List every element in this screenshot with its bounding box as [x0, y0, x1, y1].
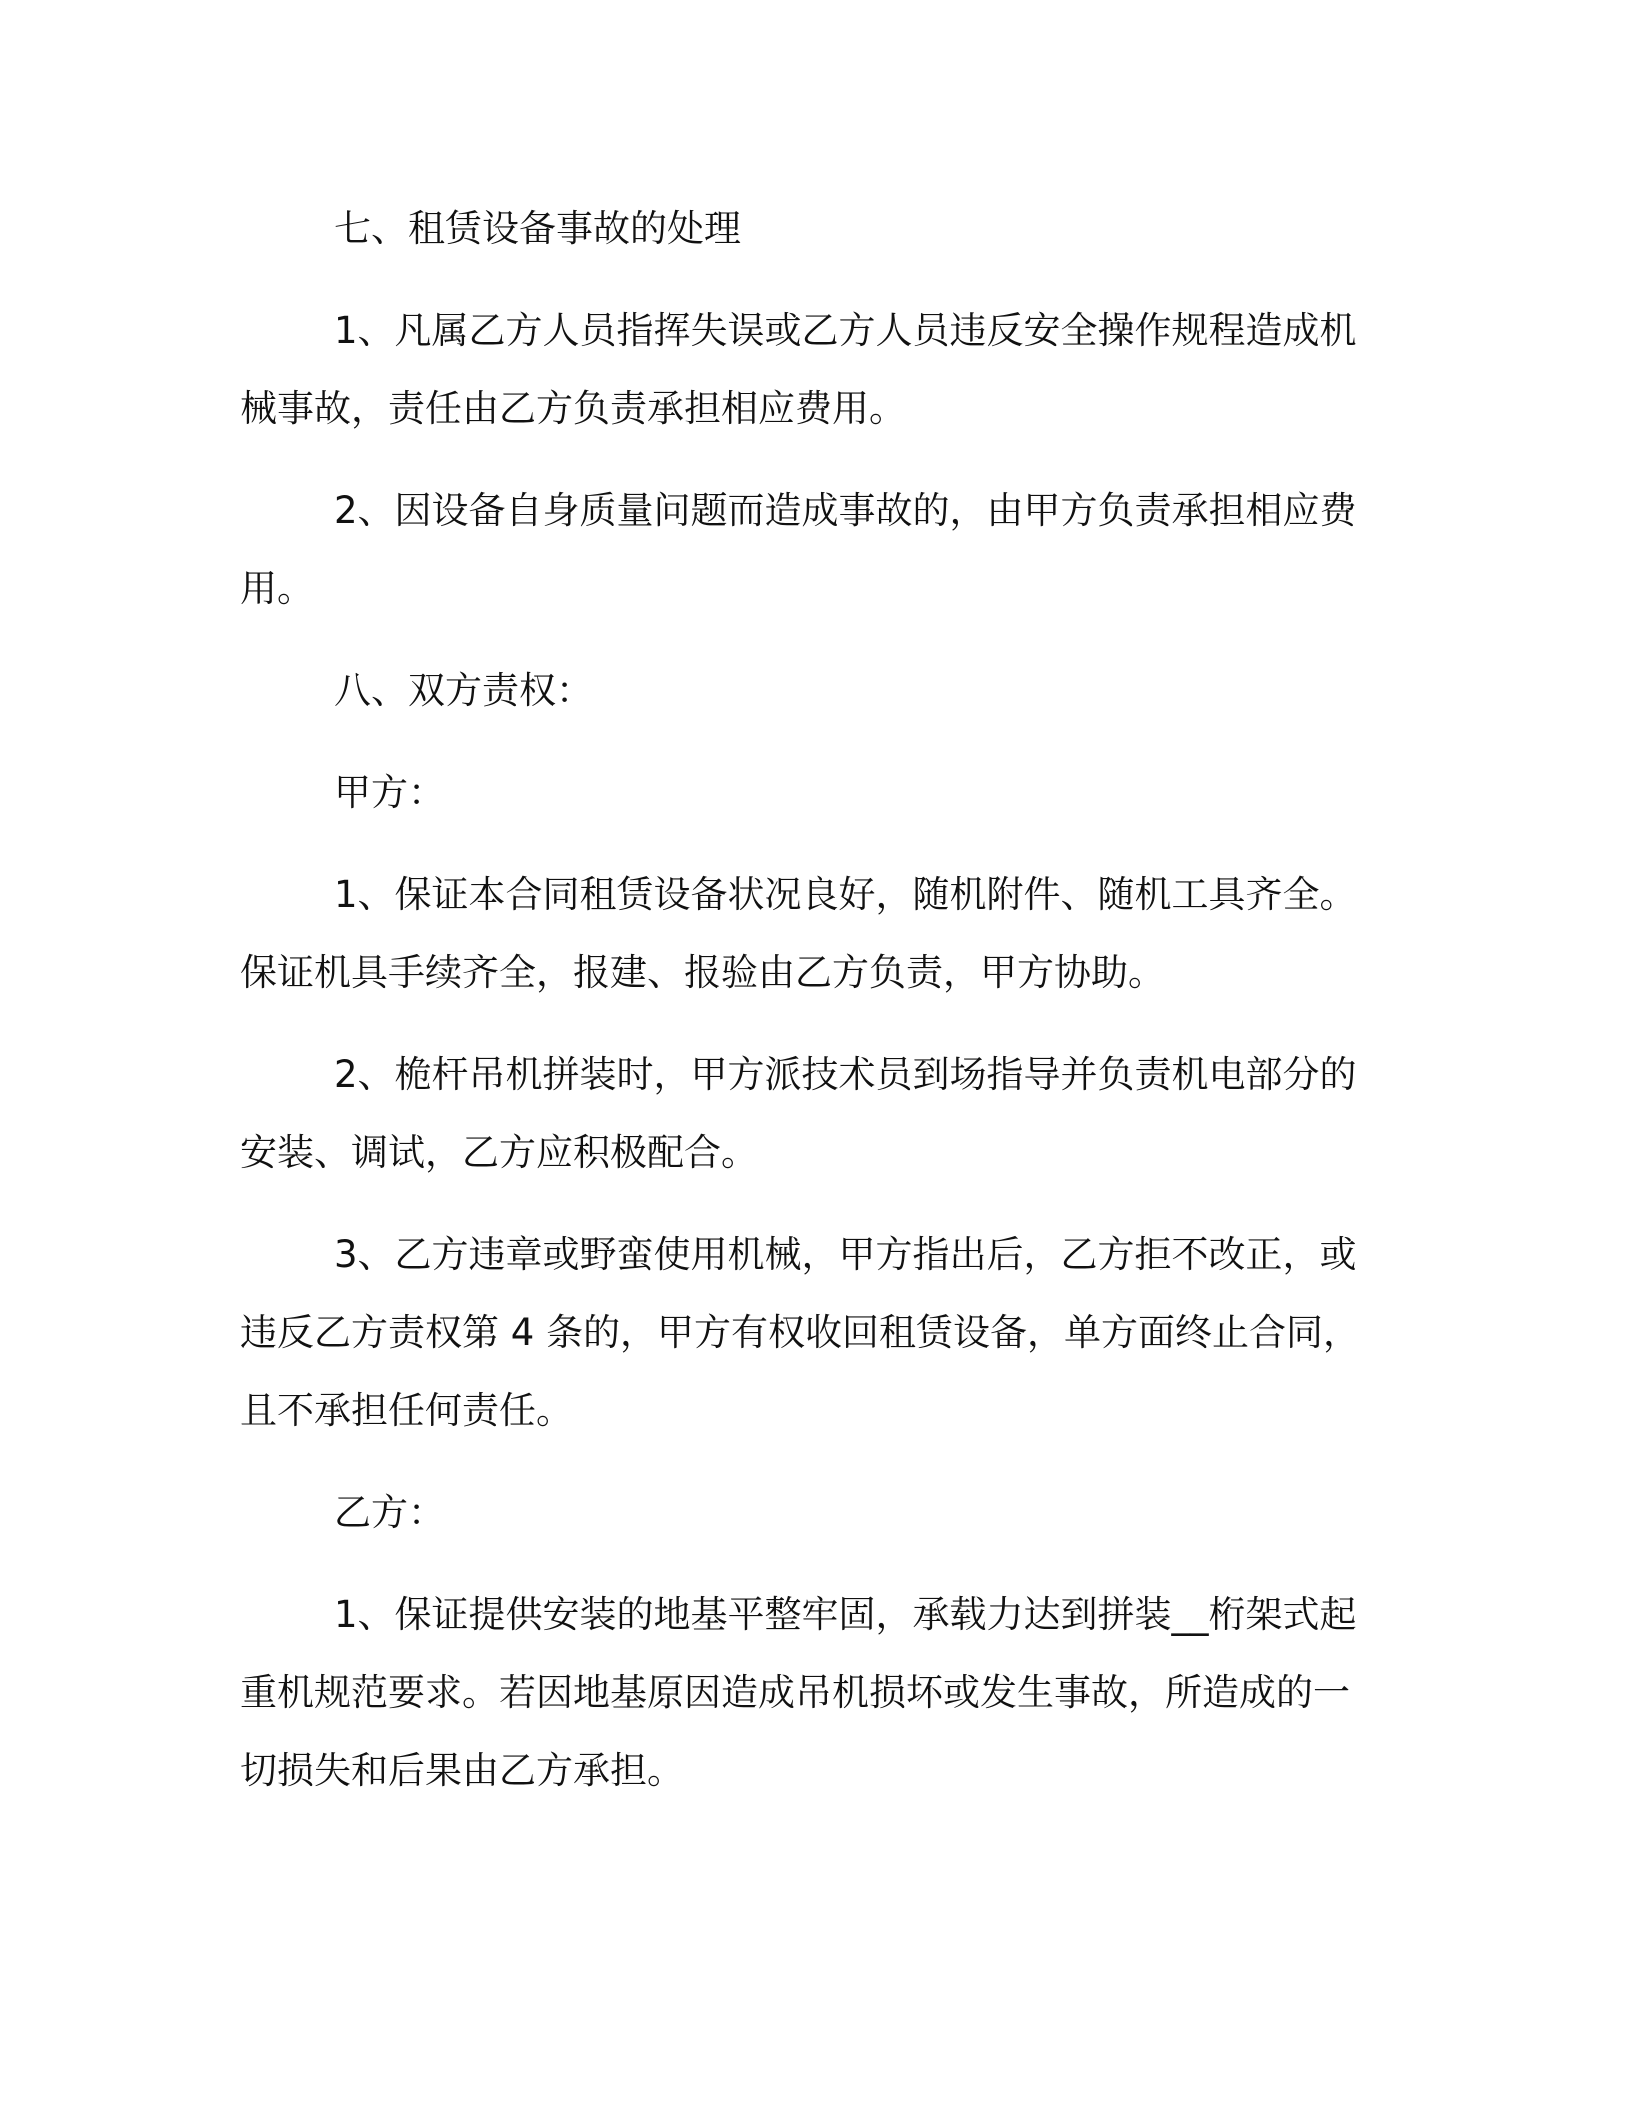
clause-2-equipment-quality: 2、因设备自身质量问题而造成事故的，由甲方负责承担相应费用。 — [240, 489, 1357, 610]
party-a-clause-1: 1、保证本合同租赁设备状况良好，随机附件、随机工具齐全。保证机具手续齐全，报建、报验由乙方负责，甲方协助。 — [240, 873, 1357, 994]
party-b-clause-1: 1、保证提供安装的地基平整牢固，承载力达到拼装__桁架式起重机规范要求。若因地基原因造成吊机损坏或发生事故，所造成的一切损失和后果由乙方承担。 — [240, 1593, 1357, 1792]
party-a-clause-3: 3、乙方违章或野蛮使用机械，甲方指出后，乙方拒不改正，或违反乙方责权第 4 条的，甲方有权收回租赁设备，单方面终止合同，且不承担任何责任。 — [240, 1233, 1361, 1432]
clause-1-operator-fault: 1、凡属乙方人员指挥失误或乙方人员违反安全操作规程造成机械事故，责任由乙方负责承担相应费用。 — [240, 309, 1357, 430]
section-heading-accident-handling: 七、租赁设备事故的处理 — [334, 207, 741, 250]
party-b-heading: 乙方： — [334, 1491, 445, 1534]
party-a-heading: 甲方： — [334, 771, 445, 814]
document-body — [240, 190, 1370, 1834]
party-a-clause-2: 2、桅杆吊机拼装时，甲方派技术员到场指导并负责机电部分的安装、调试，乙方应积极配合。 — [240, 1053, 1357, 1174]
section-heading-responsibilities: 八、双方责权： — [334, 669, 593, 712]
